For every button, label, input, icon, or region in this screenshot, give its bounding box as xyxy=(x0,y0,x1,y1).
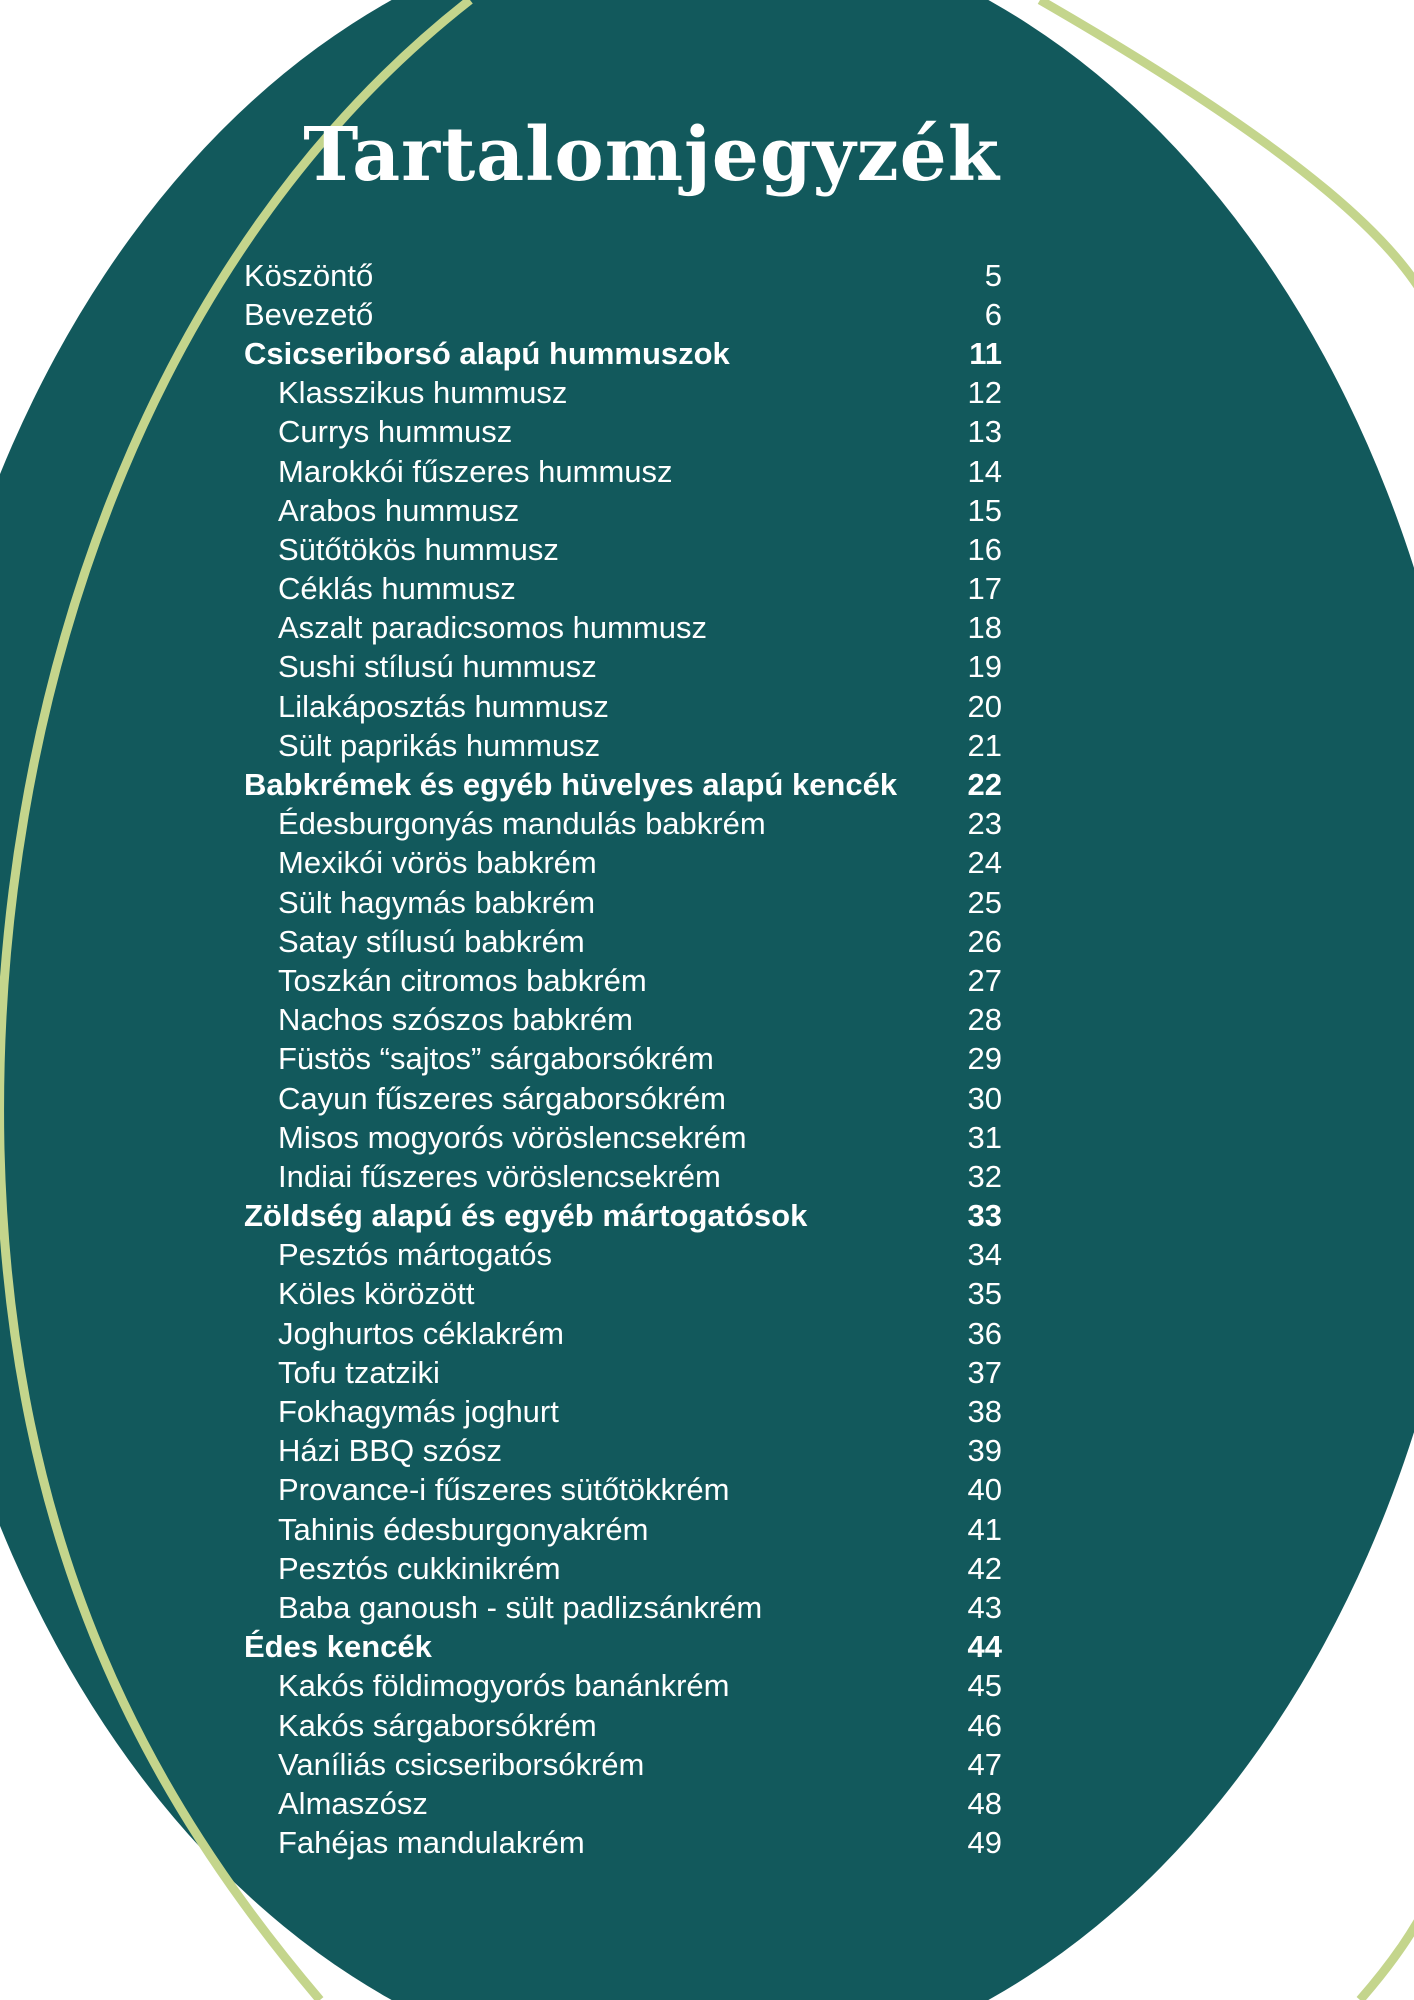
toc-page-number: 30 xyxy=(967,1080,1002,1116)
toc-page-number: 16 xyxy=(967,531,1002,567)
toc-entry-title: Currys hummusz xyxy=(278,414,513,450)
toc-page-number: 38 xyxy=(967,1394,1002,1430)
toc-entry-title: Toszkán citromos babkrém xyxy=(278,962,647,998)
toc-entry-title: Édes kencék xyxy=(244,1629,432,1665)
toc-entry-title: Satay stílusú babkrém xyxy=(278,923,585,959)
toc-entry[interactable] xyxy=(244,570,1002,609)
toc-entry[interactable] xyxy=(244,1471,1002,1510)
toc-entry-title: Indiai fűszeres vöröslencsekrém xyxy=(278,1158,721,1194)
toc-page-number: 39 xyxy=(967,1433,1002,1469)
toc-page-number: 23 xyxy=(967,806,1002,842)
toc-entry[interactable] xyxy=(244,844,1002,883)
toc-page-number: 35 xyxy=(967,1276,1002,1312)
toc-page-number: 6 xyxy=(984,296,1002,332)
toc-entry-title: Bevezető xyxy=(244,296,374,332)
toc-section[interactable] xyxy=(244,334,1002,373)
toc-entry[interactable] xyxy=(244,374,1002,413)
toc-entry[interactable] xyxy=(244,883,1002,922)
toc-entry-title: Sült paprikás hummusz xyxy=(278,727,601,763)
toc-entry-title: Tofu tzatziki xyxy=(278,1354,440,1390)
toc-page-number: 17 xyxy=(967,571,1002,607)
toc-entry-title: Kakós földimogyorós banánkrém xyxy=(278,1668,730,1704)
toc-entry[interactable] xyxy=(244,295,1002,334)
accent-curve-bottom-right xyxy=(1360,1900,1414,2000)
toc-entry[interactable] xyxy=(244,726,1002,765)
toc-entry[interactable] xyxy=(244,1392,1002,1431)
toc-entry[interactable] xyxy=(244,413,1002,452)
toc-entry-title: Nachos szószos babkrém xyxy=(278,1002,633,1038)
toc-entry[interactable] xyxy=(244,922,1002,961)
toc-page-number: 32 xyxy=(967,1158,1002,1194)
toc-entry[interactable] xyxy=(244,1236,1002,1275)
toc-entry[interactable] xyxy=(244,1510,1002,1549)
toc-entry[interactable] xyxy=(244,1040,1002,1079)
toc-page-number: 42 xyxy=(967,1550,1002,1586)
toc-entry-title: Sült hagymás babkrém xyxy=(278,884,596,920)
toc-entry[interactable] xyxy=(244,609,1002,648)
table-of-contents xyxy=(244,256,1002,1863)
toc-entry-title: Kakós sárgaborsókrém xyxy=(278,1707,597,1743)
toc-entry-title: Céklás hummusz xyxy=(278,571,516,607)
toc-page-number: 14 xyxy=(967,453,1002,489)
toc-entry-title: Köles körözött xyxy=(278,1276,475,1312)
toc-entry-title: Klasszikus hummusz xyxy=(278,375,568,411)
toc-entry[interactable] xyxy=(244,805,1002,844)
toc-page-number: 28 xyxy=(967,1002,1002,1038)
toc-entry-title: Baba ganoush - sült padlizsánkrém xyxy=(278,1589,763,1625)
toc-entry[interactable] xyxy=(244,256,1002,295)
toc-page-number: 37 xyxy=(967,1354,1002,1390)
toc-entry-title: Sütőtökös hummusz xyxy=(278,531,559,567)
toc-page-number: 21 xyxy=(967,727,1002,763)
toc-entry[interactable] xyxy=(244,452,1002,491)
toc-page-number: 48 xyxy=(967,1785,1002,1821)
toc-page-number: 25 xyxy=(967,884,1002,920)
toc-entry-title: Köszöntő xyxy=(244,257,374,293)
toc-page-number: 5 xyxy=(984,257,1002,293)
toc-entry[interactable] xyxy=(244,1432,1002,1471)
page-title: Tartalomjegyzék xyxy=(303,112,1000,198)
toc-entry[interactable] xyxy=(244,1824,1002,1863)
toc-entry-title: Mexikói vörös babkrém xyxy=(278,845,597,881)
toc-page-number: 19 xyxy=(967,649,1002,685)
toc-entry-title: Lilakáposztás hummusz xyxy=(278,688,609,724)
toc-page-number: 22 xyxy=(967,767,1002,803)
toc-entry-title: Sushi stílusú hummusz xyxy=(278,649,597,685)
toc-entry[interactable] xyxy=(244,648,1002,687)
toc-entry[interactable] xyxy=(244,1157,1002,1196)
toc-entry[interactable] xyxy=(244,1549,1002,1588)
toc-entry-title: Marokkói fűszeres hummusz xyxy=(278,453,673,489)
toc-page-number: 24 xyxy=(967,845,1002,881)
toc-entry[interactable] xyxy=(244,961,1002,1000)
toc-page-number: 44 xyxy=(967,1629,1002,1665)
toc-entry-title: Fokhagymás joghurt xyxy=(278,1394,559,1430)
toc-page-number: 31 xyxy=(967,1119,1002,1155)
toc-entry[interactable] xyxy=(244,1118,1002,1157)
toc-entry-title: Cayun fűszeres sárgaborsókrém xyxy=(278,1080,726,1116)
toc-section[interactable] xyxy=(244,765,1002,804)
toc-page-number: 20 xyxy=(967,688,1002,724)
toc-entry-title: Almaszósz xyxy=(278,1785,428,1821)
toc-page-number: 33 xyxy=(967,1198,1002,1234)
toc-entry[interactable] xyxy=(244,1314,1002,1353)
toc-entry[interactable] xyxy=(244,1079,1002,1118)
toc-entry[interactable] xyxy=(244,687,1002,726)
toc-entry-title: Pesztós cukkinikrém xyxy=(278,1550,561,1586)
toc-entry-title: Provance-i fűszeres sütőtökkrém xyxy=(278,1472,730,1508)
toc-page-number: 43 xyxy=(967,1589,1002,1625)
toc-entry-title: Füstös “sajtos” sárgaborsókrém xyxy=(278,1041,714,1077)
toc-page-number: 47 xyxy=(967,1746,1002,1782)
toc-section[interactable] xyxy=(244,1197,1002,1236)
toc-page-number: 11 xyxy=(969,335,1002,371)
toc-entry[interactable] xyxy=(244,1784,1002,1823)
toc-entry-title: Házi BBQ szósz xyxy=(278,1433,502,1469)
toc-entry-title: Tahinis édesburgonyakrém xyxy=(278,1511,649,1547)
toc-entry[interactable] xyxy=(244,1745,1002,1784)
toc-entry[interactable] xyxy=(244,1353,1002,1392)
toc-page-number: 41 xyxy=(967,1511,1002,1547)
toc-page-number: 45 xyxy=(967,1668,1002,1704)
toc-page-number: 46 xyxy=(967,1707,1002,1743)
toc-entry[interactable] xyxy=(244,1667,1002,1706)
toc-entry-title: Arabos hummusz xyxy=(278,492,520,528)
toc-entry-title: Aszalt paradicsomos hummusz xyxy=(278,610,707,646)
toc-entry-title: Babkrémek és egyéb hüvelyes alapú kencék xyxy=(244,767,898,803)
toc-entry-title: Joghurtos céklakrém xyxy=(278,1315,565,1351)
toc-page-number: 40 xyxy=(967,1472,1002,1508)
toc-entry-title: Pesztós mártogatós xyxy=(278,1237,552,1273)
toc-entry-title: Zöldség alapú és egyéb mártogatósok xyxy=(244,1198,808,1234)
toc-section[interactable] xyxy=(244,1628,1002,1667)
toc-entry[interactable] xyxy=(244,1275,1002,1314)
toc-page-number: 12 xyxy=(967,375,1002,411)
toc-entry-title: Vaníliás csicseriborsókrém xyxy=(278,1746,645,1782)
toc-entry[interactable] xyxy=(244,491,1002,530)
toc-page-number: 26 xyxy=(967,923,1002,959)
toc-page-number: 18 xyxy=(967,610,1002,646)
toc-page-number: 34 xyxy=(967,1237,1002,1273)
toc-entry-title: Csicseriborsó alapú hummuszok xyxy=(244,335,730,371)
toc-entry-title: Fahéjas mandulakrém xyxy=(278,1825,585,1861)
toc-page-number: 49 xyxy=(967,1825,1002,1861)
toc-entry[interactable] xyxy=(244,530,1002,569)
toc-entry[interactable] xyxy=(244,1706,1002,1745)
toc-page-number: 15 xyxy=(967,492,1002,528)
toc-page-number: 27 xyxy=(967,962,1002,998)
toc-entry-title: Misos mogyorós vöröslencsekrém xyxy=(278,1119,747,1155)
toc-page-number: 29 xyxy=(967,1041,1002,1077)
toc-entry[interactable] xyxy=(244,1001,1002,1040)
toc-entry[interactable] xyxy=(244,1588,1002,1627)
toc-entry-title: Édesburgonyás mandulás babkrém xyxy=(278,806,766,842)
toc-page-number: 36 xyxy=(967,1315,1002,1351)
toc-page-number: 13 xyxy=(967,414,1002,450)
